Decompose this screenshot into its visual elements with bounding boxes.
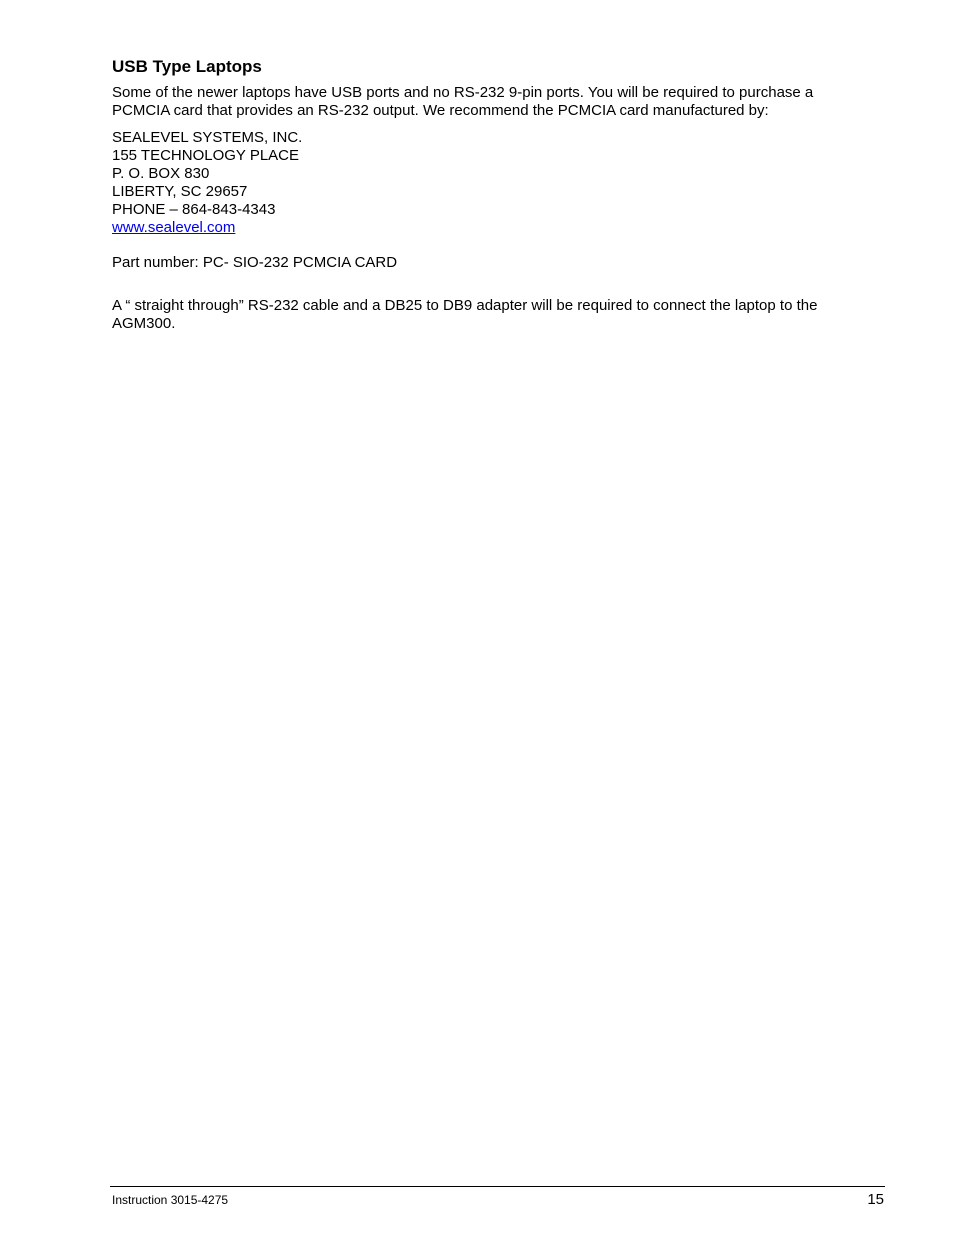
po-box: P. O. BOX 830 <box>112 165 210 182</box>
manufacturer-address <box>112 129 872 237</box>
footer-instruction: Instruction 3015-4275 <box>112 1193 229 1207</box>
street-address: 155 TECHNOLOGY PLACE <box>112 147 300 164</box>
website-link[interactable]: www.sealevel.com <box>112 219 236 236</box>
intro-paragraph: Some of the newer laptops have USB ports and no RS-232 9-pin ports. You will be required to purchase a PCMCIA card that provides an RS-232 output. We recommend the PCMCIA card manufactured by: <box>112 84 814 119</box>
part-number: Part number: PC- SIO-232 PCMCIA CARD <box>112 254 398 271</box>
cable-note-paragraph: A “ straight through” RS-232 cable and a DB25 to DB9 adapter will be required to connect the laptop to the AGM300. <box>112 297 818 332</box>
section-title: USB Type Laptops <box>112 57 262 76</box>
phone-number: PHONE – 864-843-4343 <box>112 201 276 218</box>
company-name: SEALEVEL SYSTEMS, INC. <box>112 129 303 146</box>
page-number: 15 <box>867 1191 884 1208</box>
footer-divider <box>110 1186 885 1187</box>
city-state-zip: LIBERTY, SC 29657 <box>112 183 248 200</box>
